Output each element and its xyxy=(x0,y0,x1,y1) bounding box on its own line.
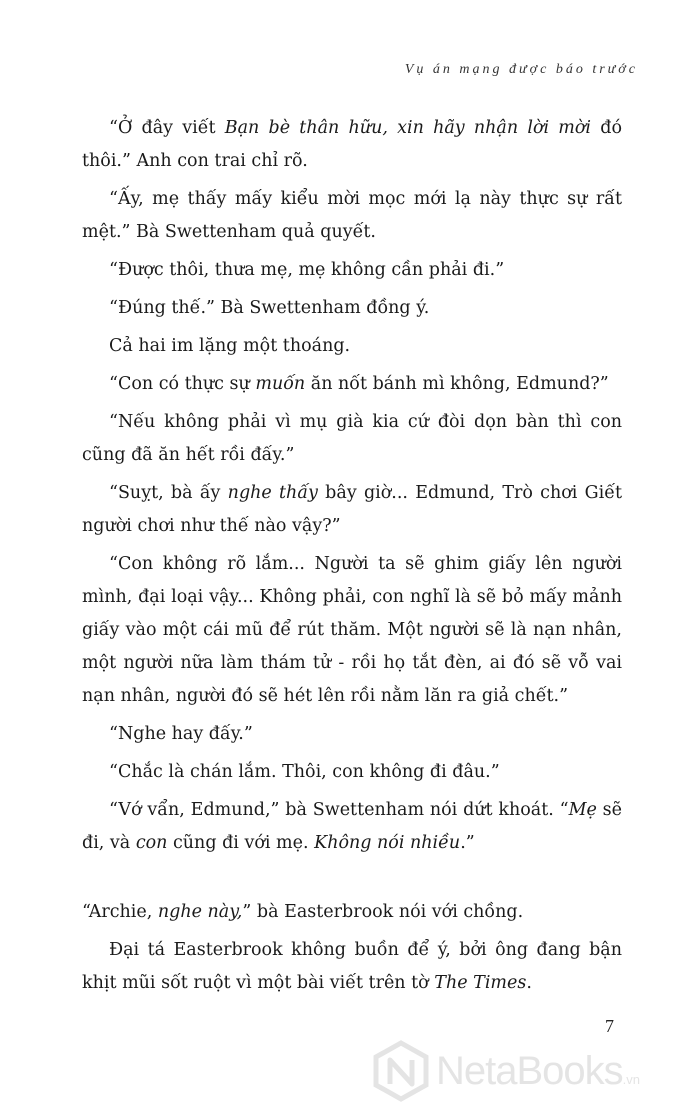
text-segment: “Chắc là chán lắm. Thôi, con không đi đâu.” xyxy=(109,762,500,782)
text-segment: .” xyxy=(460,833,475,853)
text-segment: “Ấy, mẹ thấy mấy kiểu mời mọc mới lạ này thực sự rất mệt.” Bà Swettenham quả quyết. xyxy=(82,189,622,242)
page-number: 7 xyxy=(605,1016,614,1036)
watermark-text xyxy=(436,1049,640,1094)
body-text xyxy=(82,112,622,1005)
paragraph xyxy=(82,794,622,860)
text-segment: “Được thôi, thưa mẹ, mẹ không cần phải đi.” xyxy=(109,260,505,280)
paragraph xyxy=(82,756,622,789)
watermark-domain: .vn xyxy=(622,1071,641,1087)
text-segment: “Con không rõ lắm... Người ta sẽ ghim giấy lên người mình, đại loại vậy... Không phải, con nghĩ là sẽ bỏ mấy mảnh giấy vào một cái mũ để rút thăm. Một người sẽ là nạn nhân, một người nữa làm thám tử - rồi họ tắt đèn, ai đó sẽ vỗ vai nạn nhân, người đó sẽ hét lên rồi nằm lăn ra giả chết.” xyxy=(82,554,622,706)
netabooks-logo-icon xyxy=(370,1040,432,1102)
text-segment: “Suỵt, bà ấy xyxy=(109,483,228,503)
text-segment: bây giờ... Edmund, Trò chơi Giết người chơi như thế nào vậy?” xyxy=(82,483,622,536)
text-segment: “Vớ vẩn, Edmund,” bà Swettenham nói dứt khoát. “ xyxy=(109,800,569,820)
text-segment: ” bà Easterbrook nói với chồng. xyxy=(242,902,524,922)
text-segment: cũng đi với mẹ. xyxy=(167,833,315,853)
watermark-brand: NetaBooks xyxy=(436,1048,623,1093)
paragraph xyxy=(82,406,622,472)
text-segment: đó thôi.” Anh con trai chỉ rõ. xyxy=(82,118,622,171)
paragraph xyxy=(82,183,622,249)
italic-text: nghe thấy xyxy=(227,483,318,503)
paragraph xyxy=(82,330,622,363)
paragraph xyxy=(82,254,622,287)
paragraph xyxy=(82,718,622,751)
italic-text: Không nói nhiều xyxy=(314,833,461,853)
text-segment: Cả hai im lặng một thoáng. xyxy=(109,336,351,356)
paragraph xyxy=(82,477,622,543)
italic-text: nghe này, xyxy=(157,902,243,922)
italic-text: The Times xyxy=(434,973,527,993)
italic-text: con xyxy=(135,833,168,853)
text-segment: “Nghe hay đấy.” xyxy=(109,724,253,744)
watermark xyxy=(370,1036,690,1106)
text-segment: Đại tá Easterbrook không buồn để ý, bởi ông đang bận khịt mũi sốt ruột vì một bài viết trên tờ xyxy=(82,940,622,993)
italic-text: muốn xyxy=(255,374,306,394)
paragraph xyxy=(82,368,622,401)
paragraph xyxy=(82,934,622,1000)
text-segment: “Archie, xyxy=(82,902,158,922)
paragraph xyxy=(82,112,622,178)
text-segment: “Con có thực sự xyxy=(109,374,256,394)
text-segment: sẽ đi, và xyxy=(82,800,623,853)
italic-text: Bạn bè thân hữu, xin hãy nhận lời mời xyxy=(224,118,592,138)
paragraph xyxy=(82,548,622,713)
text-segment: . xyxy=(526,973,532,993)
paragraph xyxy=(82,896,622,929)
text-segment: “Nếu không phải vì mụ già kia cứ đòi dọn bàn thì con cũng đã ăn hết rồi đấy.” xyxy=(82,412,622,465)
paragraph xyxy=(82,292,622,325)
text-segment: “Ở đây viết xyxy=(109,118,225,138)
text-segment: ăn nốt bánh mì không, Edmund?” xyxy=(305,374,609,394)
running-header: Vụ án mạng được báo trước xyxy=(404,62,638,77)
italic-text: Mẹ xyxy=(568,800,597,820)
text-segment: “Đúng thế.” Bà Swettenham đồng ý. xyxy=(109,298,430,318)
